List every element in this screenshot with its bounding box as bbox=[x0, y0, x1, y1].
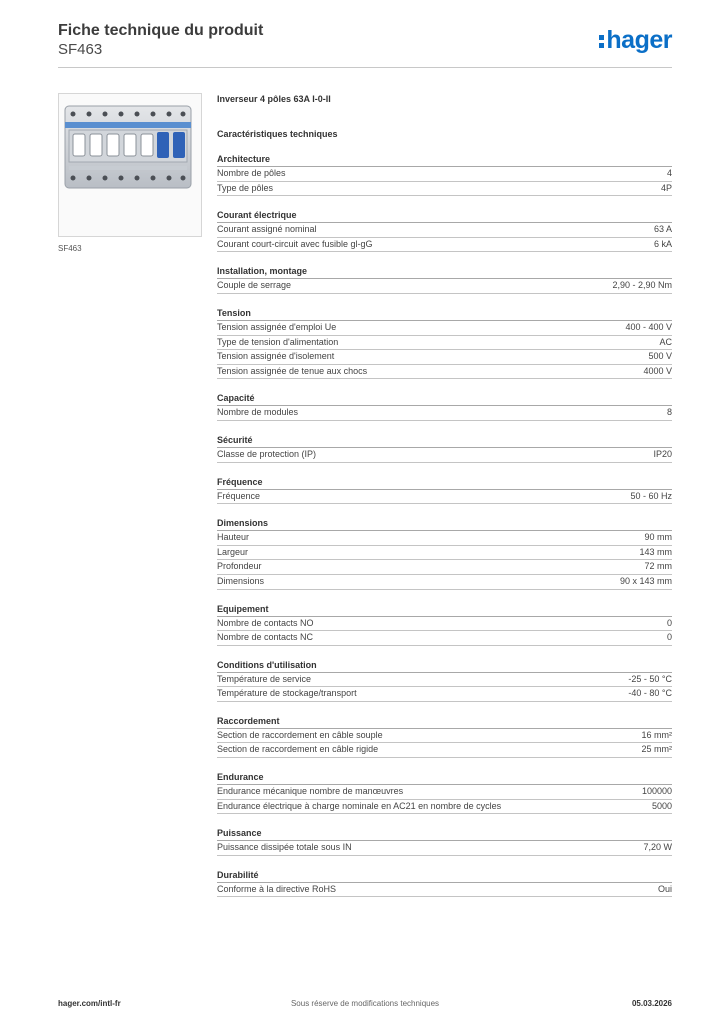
spec-group bbox=[217, 434, 672, 463]
spec-group bbox=[217, 603, 672, 646]
spec-value: 4 bbox=[666, 168, 672, 178]
switch-device-illustration bbox=[59, 94, 201, 236]
spec-row bbox=[217, 729, 672, 744]
spec-value: 16 mm² bbox=[641, 729, 672, 740]
logo-dots-icon bbox=[599, 35, 604, 48]
spec-label: Profondeur bbox=[217, 561, 262, 572]
page-footer bbox=[58, 999, 672, 1008]
spec-label: Nombre de modules bbox=[217, 407, 299, 418]
spec-label: Hauteur bbox=[217, 532, 250, 543]
spec-row bbox=[217, 350, 672, 365]
spec-group bbox=[217, 392, 672, 421]
spec-row bbox=[217, 336, 672, 351]
spec-value: 63 A bbox=[653, 224, 672, 235]
spec-value: 4P bbox=[660, 182, 672, 193]
spec-label: Section de raccordement en câble souple bbox=[217, 729, 383, 740]
spec-group-title: Tension bbox=[217, 307, 672, 321]
spec-group-title: Architecture bbox=[217, 153, 672, 167]
spec-label: Courant assigné nominal bbox=[217, 224, 317, 235]
spec-value: 50 - 60 Hz bbox=[630, 490, 672, 501]
footer-website[interactable]: hager.com/intl-fr bbox=[58, 999, 121, 1008]
spec-value: 500 V bbox=[648, 351, 672, 362]
hager-logo bbox=[599, 26, 672, 54]
spec-label: Nombre de pôles bbox=[217, 168, 286, 178]
spec-row bbox=[217, 575, 672, 590]
spec-value: AC bbox=[659, 336, 672, 347]
spec-row bbox=[217, 448, 672, 463]
spec-label: Puissance dissipée totale sous IN bbox=[217, 842, 352, 853]
spec-label: Largeur bbox=[217, 546, 249, 557]
spec-label: Couple de serrage bbox=[217, 280, 292, 291]
spec-group-title: Equipement bbox=[217, 603, 672, 617]
spec-group-title: Capacité bbox=[217, 392, 672, 406]
spec-label: Conforme à la directive RoHS bbox=[217, 883, 337, 894]
spec-row bbox=[217, 167, 672, 182]
spec-row bbox=[217, 743, 672, 758]
spec-group-title: Endurance bbox=[217, 771, 672, 785]
spec-value: -25 - 50 °C bbox=[628, 673, 672, 684]
spec-group bbox=[217, 771, 672, 814]
spec-label: Classe de protection (IP) bbox=[217, 448, 317, 459]
spec-value: Oui bbox=[657, 883, 672, 894]
spec-group bbox=[217, 265, 672, 294]
spec-label: Nombre de contacts NO bbox=[217, 617, 314, 628]
spec-label: Section de raccordement en câble rigide bbox=[217, 744, 379, 755]
spec-groups bbox=[217, 153, 672, 897]
spec-label: Tension assignée d'isolement bbox=[217, 351, 335, 362]
spec-value: 72 mm bbox=[644, 561, 672, 572]
spec-value: 143 mm bbox=[639, 546, 672, 557]
spec-row bbox=[217, 531, 672, 546]
spec-group bbox=[217, 517, 672, 589]
spec-label: Endurance mécanique nombre de manœuvres bbox=[217, 786, 404, 797]
spec-row bbox=[217, 687, 672, 702]
spec-row bbox=[217, 560, 672, 575]
spec-group-title: Fréquence bbox=[217, 476, 672, 490]
footer-date: 05.03.2026 bbox=[631, 999, 672, 1008]
image-caption: SF463 bbox=[58, 244, 82, 253]
spec-row bbox=[217, 673, 672, 688]
spec-label: Température de service bbox=[217, 673, 312, 684]
spec-value: 4000 V bbox=[643, 365, 672, 376]
spec-label: Type de tension d'alimentation bbox=[217, 336, 339, 347]
spec-group-title: Raccordement bbox=[217, 715, 672, 729]
spec-row bbox=[217, 406, 672, 421]
spec-value: 6 kA bbox=[653, 238, 672, 249]
spec-value: 5000 bbox=[651, 800, 672, 811]
spec-row bbox=[217, 238, 672, 253]
spec-value: -40 - 80 °C bbox=[628, 688, 672, 699]
spec-value: 8 bbox=[666, 407, 672, 418]
spec-value: IP20 bbox=[653, 448, 672, 459]
page-title: Fiche technique du produit bbox=[58, 22, 264, 39]
spec-group-title: Courant électrique bbox=[217, 209, 672, 223]
spec-group bbox=[217, 715, 672, 758]
spec-value: 90 mm bbox=[644, 532, 672, 543]
spec-row bbox=[217, 490, 672, 505]
spec-group bbox=[217, 827, 672, 856]
spec-label: Tension assignée de tenue aux chocs bbox=[217, 365, 368, 376]
spec-label: Endurance électrique à charge nominale en AC21 en nombre de cycles bbox=[217, 800, 502, 811]
specs-title: Caractéristiques techniques bbox=[217, 129, 338, 139]
spec-group bbox=[217, 476, 672, 505]
spec-label: Fréquence bbox=[217, 490, 261, 501]
product-name: Inverseur 4 pôles 63A I-0-II bbox=[217, 94, 331, 104]
product-reference: SF463 bbox=[58, 41, 103, 58]
spec-row bbox=[217, 365, 672, 380]
spec-row bbox=[217, 223, 672, 238]
spec-value: 2,90 - 2,90 Nm bbox=[612, 280, 672, 291]
spec-label: Dimensions bbox=[217, 575, 265, 586]
spec-value: 100000 bbox=[641, 786, 672, 797]
spec-row bbox=[217, 800, 672, 815]
spec-group-title: Dimensions bbox=[217, 517, 672, 531]
spec-label: Température de stockage/transport bbox=[217, 688, 357, 699]
spec-value: 90 x 143 mm bbox=[619, 575, 672, 586]
spec-label: Nombre de contacts NC bbox=[217, 632, 314, 643]
product-image bbox=[58, 93, 202, 237]
spec-group-title: Conditions d'utilisation bbox=[217, 659, 672, 673]
spec-value: 0 bbox=[666, 617, 672, 628]
page-header bbox=[58, 22, 672, 68]
spec-label: Type de pôles bbox=[217, 182, 274, 193]
spec-label: Tension assignée d'emploi Ue bbox=[217, 321, 337, 332]
spec-row bbox=[217, 321, 672, 336]
spec-row bbox=[217, 617, 672, 632]
spec-row bbox=[217, 182, 672, 197]
spec-row bbox=[217, 546, 672, 561]
footer-notice: Sous réserve de modifications techniques bbox=[290, 999, 440, 1008]
spec-group bbox=[217, 307, 672, 379]
spec-group bbox=[217, 869, 672, 898]
spec-value: 400 - 400 V bbox=[625, 321, 672, 332]
spec-row bbox=[217, 841, 672, 856]
logo-text: hager bbox=[606, 26, 672, 54]
spec-row bbox=[217, 279, 672, 294]
spec-group bbox=[217, 153, 672, 196]
spec-group-title: Sécurité bbox=[217, 434, 672, 448]
spec-row bbox=[217, 883, 672, 898]
spec-group bbox=[217, 209, 672, 252]
spec-group-title: Durabilité bbox=[217, 869, 672, 883]
spec-value: 25 mm² bbox=[641, 744, 672, 755]
spec-group-title: Puissance bbox=[217, 827, 672, 841]
spec-group bbox=[217, 659, 672, 702]
spec-value: 0 bbox=[666, 632, 672, 643]
spec-row bbox=[217, 785, 672, 800]
spec-value: 7,20 W bbox=[643, 842, 672, 853]
spec-row bbox=[217, 631, 672, 646]
spec-group-title: Installation, montage bbox=[217, 265, 672, 279]
spec-sheet bbox=[217, 93, 672, 897]
spec-label: Courant court-circuit avec fusible gl-gG bbox=[217, 238, 373, 249]
